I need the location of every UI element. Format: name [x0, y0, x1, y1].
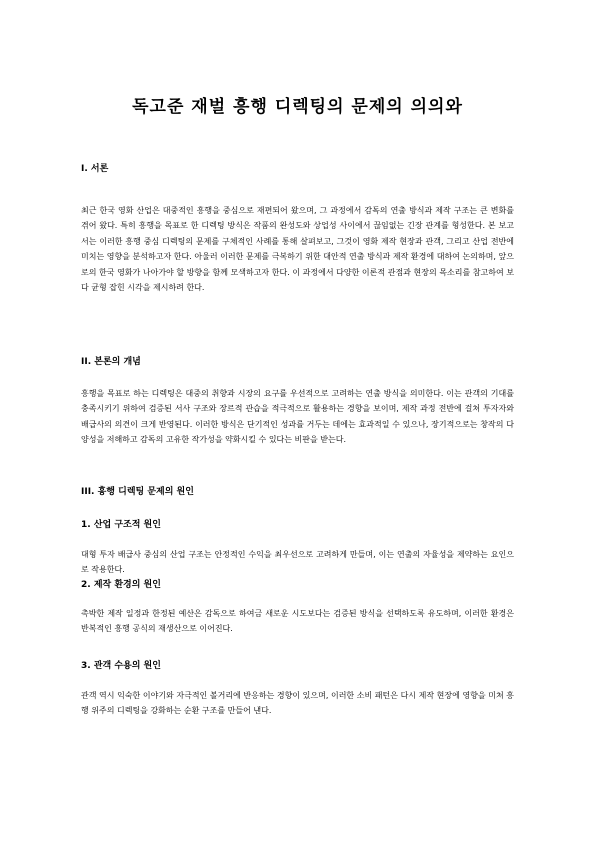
section3-heading: III. 흥행 디렉팅 문제의 원인 — [81, 487, 194, 497]
subsection3-paragraph: 관객 역시 익숙한 이야기와 자극적인 볼거리에 반응하는 경향이 있으며, 이러한 소비 패턴은 다시 제작 현장에 영향을 미쳐 흥행 위주의 디렉팅을 강화하는 순환 구조를 만들어 낸다. — [81, 691, 514, 716]
intro-paragraph: 최근 한국 영화 산업은 대중적인 흥행을 중심으로 재편되어 왔으며, 그 과정에서 감독의 연출 방식과 제작 구조는 큰 변화를 겪어 왔다. 특히 흥행을 목표로 한 디렉팅 방식은 작품의 완성도와 상업성 사이에서 끊임없는 긴장 관계를 형성한다. 본 보고서는 이러한 흥행 중심 디렉팅의 문제를 구체적인 사례를 통해 살펴보고, 그것이 영화 제작 현장과 관객, 그리고 산업 전반에 미치는 영향을 분석하고자 한다. 아울러 이러한 문제를 극복하기 위한 대안적 연출 방식과 제작 환경에 대하여 논의하며, 앞으로의 한국 영화가 나아가야 할 방향을 함께 모색하고자 한다. 이 과정에서 다양한 이론적 관점과 현장의 목소리를 참고하여 보다 균형 잡힌 시각을 제시하려 한다. — [81, 206, 514, 293]
subsection1-heading: 1. 산업 구조적 원인 — [81, 520, 161, 530]
subsection2-heading: 2. 제작 환경의 원인 — [81, 580, 161, 590]
subsection3-heading: 3. 관객 수용의 원인 — [81, 661, 161, 671]
intro-heading: I. 서론 — [81, 164, 109, 174]
document-title: 독고준 재벌 흥행 디렉팅의 문제의 의의와 — [132, 97, 463, 117]
subsection2-paragraph: 촉박한 제작 일정과 한정된 예산은 감독으로 하여금 새로운 시도보다는 검증된 방식을 선택하도록 유도하며, 이러한 환경은 반복적인 흥행 공식의 재생산으로 이어진다. — [81, 609, 514, 634]
section2-heading: II. 본론의 개념 — [81, 357, 141, 367]
section2-paragraph: 흥행을 목표로 하는 디렉팅은 대중의 취향과 시장의 요구를 우선적으로 고려하는 연출 방식을 의미한다. 이는 관객의 기대를 충족시키기 위하여 검증된 서사 구조와 장르적 관습을 적극적으로 활용하는 경향을 보이며, 제작 과정 전반에 걸쳐 투자자와 배급사의 의견이 크게 반영된다. 이러한 방식은 단기적인 성과를 거두는 데에는 효과적일 수 있으나, 장기적으로는 창작의 다양성을 저해하고 감독의 고유한 작가성을 약화시킬 수 있다는 비판을 받는다. — [81, 389, 514, 445]
subsection1-paragraph: 대형 투자 배급사 중심의 산업 구조는 안정적인 수익을 최우선으로 고려하게 만들며, 이는 연출의 자율성을 제약하는 요인으로 작용한다. — [81, 550, 514, 575]
